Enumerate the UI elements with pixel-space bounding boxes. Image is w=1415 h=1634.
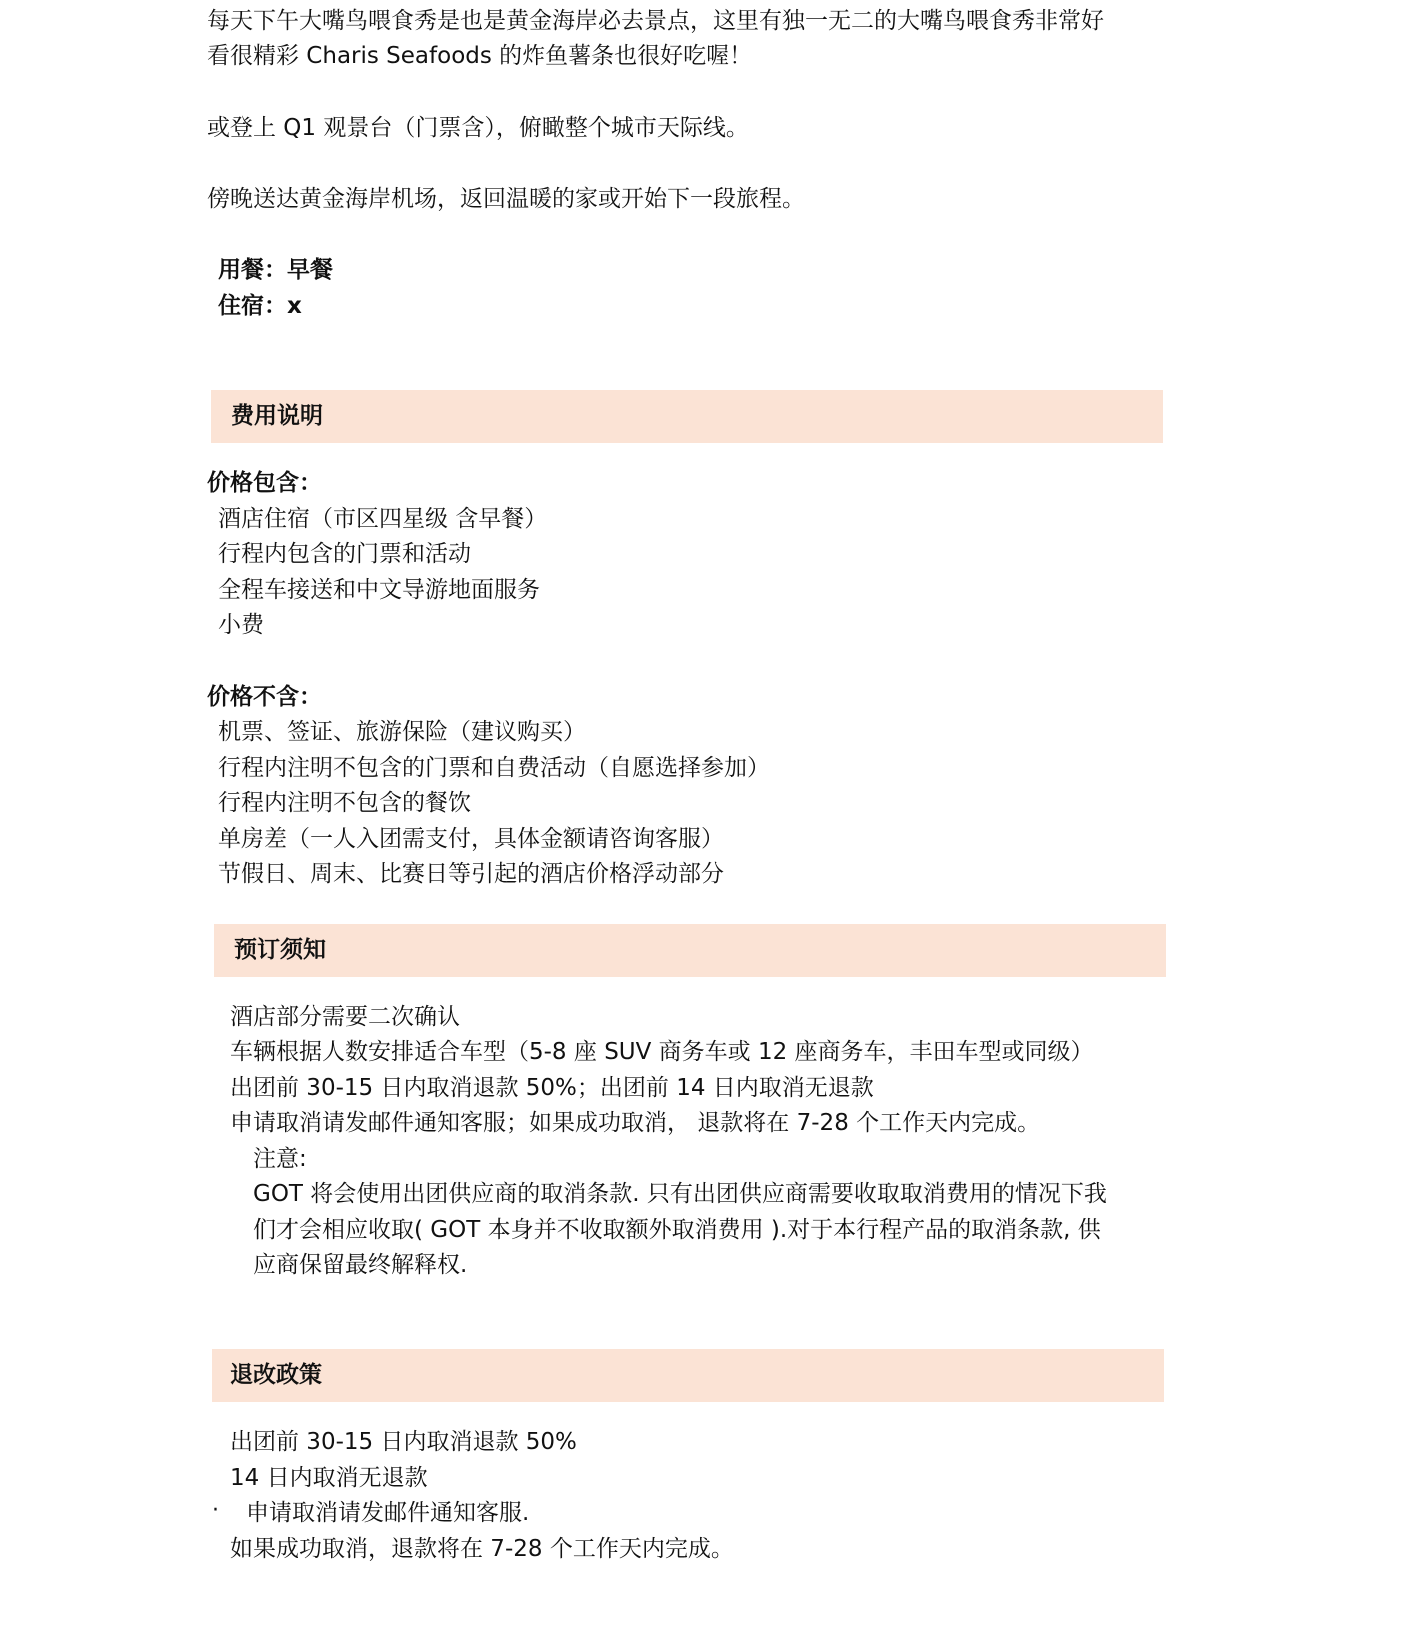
- included-label: 价格包含：: [207, 470, 322, 496]
- booking-item: 车辆根据人数安排适合车型（5-8 座 SUV 商务车或 12 座商务车，丰田车型或同级）: [230, 1039, 1094, 1065]
- included-item: 小费: [218, 612, 264, 638]
- refund-line: 申请取消请发邮件通知客服.: [246, 1500, 530, 1526]
- refund-line: 出团前 30-15 日内取消退款 50%: [230, 1429, 577, 1455]
- excluded-item: 行程内注明不包含的门票和自费活动（自愿选择参加）: [218, 755, 770, 781]
- booking-item: 申请取消请发邮件通知客服；如果成功取消， 退款将在 7-28 个工作天内完成。: [230, 1110, 1041, 1136]
- excluded-item: 行程内注明不包含的餐饮: [218, 790, 471, 816]
- booking-item: 酒店部分需要二次确认: [230, 1004, 460, 1030]
- lodging-info: 住宿：x: [218, 293, 302, 319]
- intro-line-2: 看很精彩 Charis Seafoods 的炸鱼薯条也很好吃喔！: [207, 43, 753, 69]
- booking-section-title: 预订须知: [234, 937, 326, 963]
- meal-info: 用餐：早餐: [218, 257, 333, 283]
- excluded-item: 单房差（一人入团需支付，具体金额请咨询客服）: [218, 826, 724, 852]
- note-line: 们才会相应收取( GOT 本身并不收取额外取消费用 ).对于本行程产品的取消条款, 供: [253, 1217, 1101, 1243]
- booking-item: 出团前 30-15 日内取消退款 50%；出团前 14 日内取消无退款: [230, 1075, 874, 1101]
- refund-section-header: [212, 1349, 1164, 1402]
- excluded-item: 节假日、周末、比赛日等引起的酒店价格浮动部分: [218, 861, 724, 887]
- fee-section-header: [211, 390, 1163, 443]
- refund-line: 如果成功取消，退款将在 7-28 个工作天内完成。: [230, 1536, 734, 1562]
- note-label: 注意:: [253, 1146, 307, 1172]
- note-line: GOT 将会使用出团供应商的取消条款. 只有出团供应商需要收取取消费用的情况下我: [253, 1181, 1107, 1207]
- fee-section-title: 费用说明: [231, 403, 323, 429]
- included-item: 全程车接送和中文导游地面服务: [218, 577, 540, 603]
- excluded-label: 价格不含：: [207, 684, 322, 710]
- refund-section-title: 退改政策: [230, 1362, 322, 1388]
- note-line: 应商保留最终解释权.: [253, 1252, 468, 1278]
- bullet-marker: ·: [212, 1498, 219, 1523]
- intro-paragraph-3: 傍晚送达黄金海岸机场，返回温暖的家或开始下一段旅程。: [207, 186, 805, 212]
- included-item: 行程内包含的门票和活动: [218, 541, 471, 567]
- intro-line-1: 每天下午大嘴鸟喂食秀是也是黄金海岸必去景点，这里有独一无二的大嘴鸟喂食秀非常好: [207, 8, 1104, 34]
- refund-line: 14 日内取消无退款: [230, 1465, 428, 1491]
- intro-paragraph-2: 或登上 Q1 观景台（门票含），俯瞰整个城市天际线。: [207, 115, 749, 141]
- excluded-item: 机票、签证、旅游保险（建议购买）: [218, 719, 586, 745]
- included-item: 酒店住宿（市区四星级 含早餐）: [218, 506, 548, 532]
- booking-section-header: [214, 924, 1166, 977]
